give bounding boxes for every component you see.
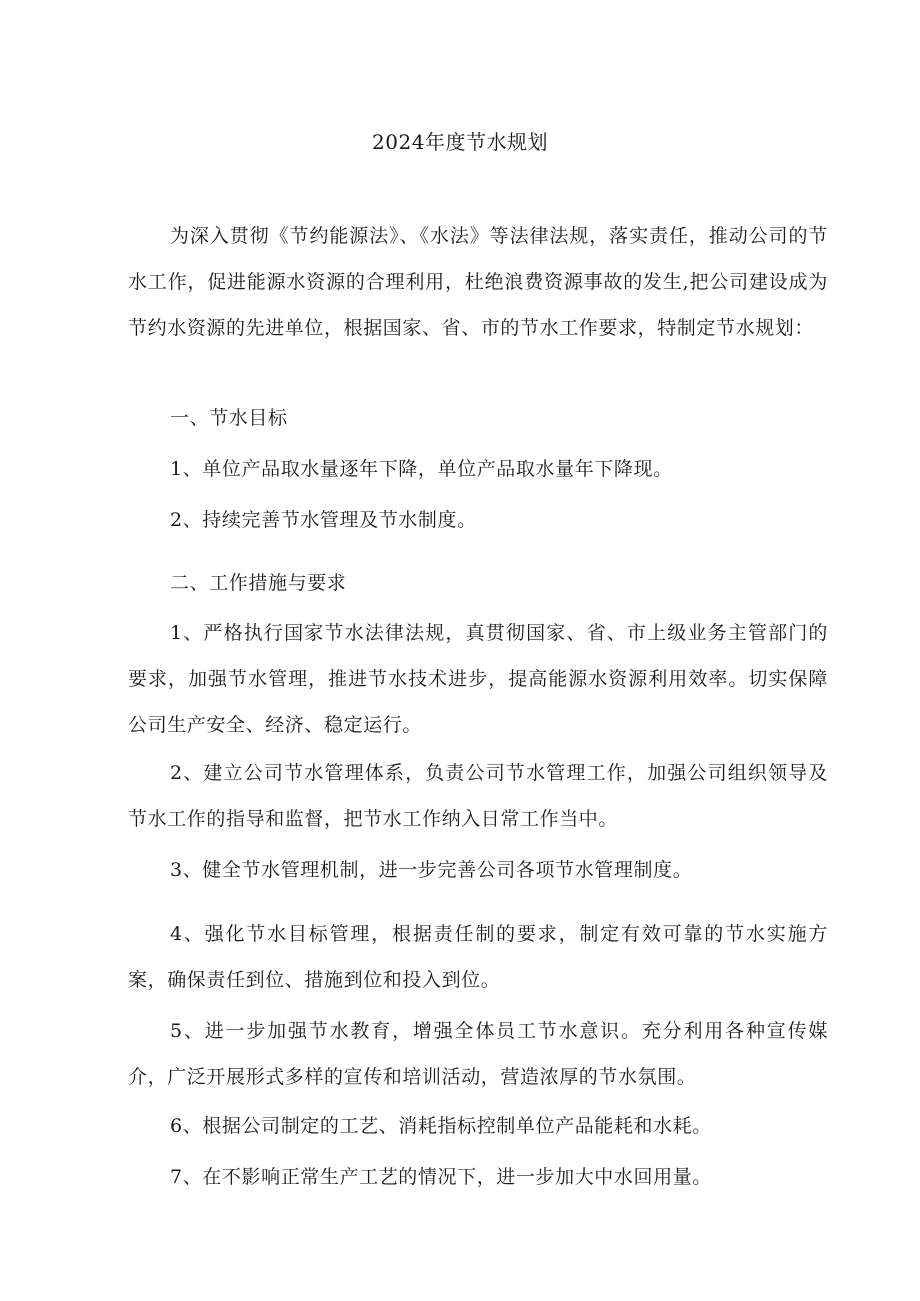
section1-heading: 一、节水目标 <box>170 407 288 429</box>
section2-item-2: 2、建立公司节水管理体系，负责公司节水管理工作，加强公司组织领导及节水工作的指导和监督，把节水工作纳入日常工作当中。 <box>128 762 828 830</box>
section2-item-3: 3、健全节水管理机制，进一步完善公司各项节水管理制度。 <box>170 859 693 881</box>
document-title: 2024年度节水规划 <box>372 130 548 154</box>
section2-item-4: 4、强化节水目标管理，根据责任制的要求，制定有效可靠的节水实施方案，确保责任到位、措施到位和投入到位。 <box>128 923 828 991</box>
section2-heading: 二、工作措施与要求 <box>170 572 347 594</box>
section2-item-5: 5、进一步加强节水教育，增强全体员工节水意识。充分利用各种宣传媒介，广泛开展形式多样的宣传和培训活动，营造浓厚的节水氛围。 <box>128 1020 828 1088</box>
section1-item-2: 2、持续完善节水管理及节水制度。 <box>170 509 477 531</box>
section1-item-1: 1、单位产品取水量逐年下降，单位产品取水量年下降现。 <box>170 458 673 480</box>
intro-paragraph: 为深入贯彻《节约能源法》、《水法》等法律法规，落实责任，推动公司的节水工作，促进能源水资源的合理利用，杜绝浪费资源事故的发生,把公司建设成为节约水资源的先进单位，根据国家、省、市的节水工作要求，特制定节水规划： <box>128 225 828 339</box>
section2-item-7: 7、在不影响正常生产工艺的情况下，进一步加大中水回用量。 <box>170 1166 712 1188</box>
section2-item-1: 1、严格执行国家节水法律法规，真贯彻国家、省、市上级业务主管部门的要求，加强节水管理，推进节水技术进步，提高能源水资源利用效率。切实保障公司生产安全、经济、稳定运行。 <box>128 622 828 736</box>
section2-item-6: 6、根据公司制定的工艺、消耗指标控制单位产品能耗和水耗。 <box>170 1115 712 1137</box>
